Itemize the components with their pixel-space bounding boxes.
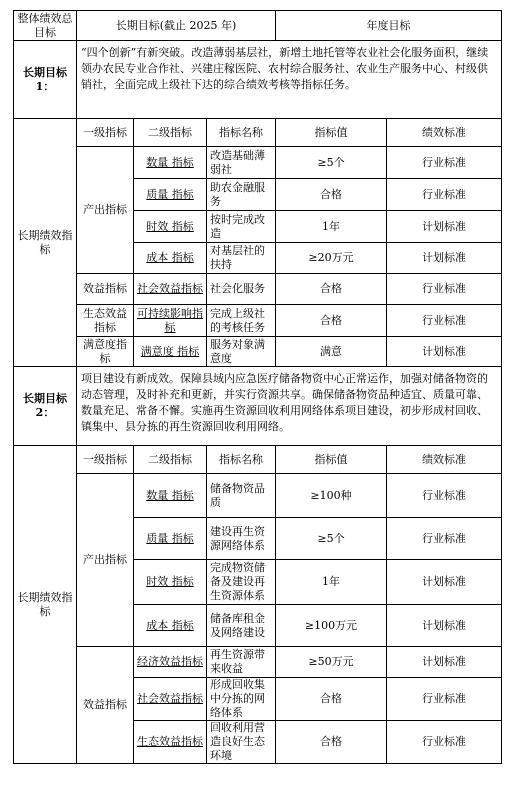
level2-indicator bbox=[134, 474, 207, 518]
level2-indicator-text: 时效 指标 bbox=[146, 575, 194, 588]
level2-indicator bbox=[134, 305, 207, 337]
performance-standard: 行业标准 bbox=[387, 721, 502, 764]
level2-header: 二级指标 bbox=[134, 119, 207, 147]
indicator-name: 服务对象满意度 bbox=[207, 337, 276, 367]
indicator-row bbox=[14, 305, 502, 337]
indicator-value: ≥5个 bbox=[276, 147, 387, 179]
indicator-value-header: 指标值 bbox=[276, 119, 387, 147]
level2-indicator-text: 满意度 指标 bbox=[140, 344, 200, 358]
indicator-row bbox=[14, 647, 502, 678]
goal1-description-row bbox=[14, 41, 502, 119]
indicator-name: 再生资源带来收益 bbox=[207, 647, 276, 678]
indicator-row bbox=[14, 337, 502, 367]
level2-indicator-text: 数量 指标 bbox=[146, 488, 194, 502]
indicator-name: 完成上级社的考核任务 bbox=[207, 305, 276, 337]
goal2-description: 项目建设有新成效。保障县域内应急医疗储备物资中心正常运作，加强对储备物资的动态管理，及时补充和更新，并实行资源共享。确保储备物资品种适宜、质量可靠、数量充足、常备不懈。实施再生资源回收利用网络体系项目建设，初步形成村回收、镇集中、县分拣的再生资源回收利用网络。 bbox=[77, 367, 502, 446]
goal1-label: 长期目标1： bbox=[14, 41, 77, 119]
level1-header: 一级指标 bbox=[77, 119, 134, 147]
performance-standard: 行业标准 bbox=[387, 518, 502, 560]
level2-indicator-text: 成本 指标 bbox=[146, 618, 194, 632]
performance-standard-header: 绩效标准 bbox=[387, 119, 502, 147]
level2-indicator-text: 社会效益指标 bbox=[137, 282, 203, 295]
indicator-row bbox=[14, 274, 502, 305]
indicator-name: 完成物资储备及建设再生资源体系 bbox=[207, 560, 276, 605]
goal2-indicator-header-row bbox=[14, 446, 502, 474]
level1-indicator: 效益指标 bbox=[77, 274, 134, 305]
indicator-name: 助农金融服务 bbox=[207, 179, 276, 211]
level2-indicator bbox=[134, 647, 207, 678]
performance-standard: 计划标准 bbox=[387, 337, 502, 367]
header-cell-annual: 年度目标 bbox=[276, 11, 502, 41]
level2-indicator-text: 社会效益指标 bbox=[137, 692, 203, 705]
performance-standard: 计划标准 bbox=[387, 605, 502, 647]
indicator-value: 合格 bbox=[276, 305, 387, 337]
level1-indicator: 效益指标 bbox=[77, 647, 134, 764]
indicator-value: ≥20万元 bbox=[276, 243, 387, 274]
table-body bbox=[14, 11, 502, 764]
performance-standard: 计划标准 bbox=[387, 211, 502, 243]
level2-indicator bbox=[134, 147, 207, 179]
level2-indicator-text: 质量 指标 bbox=[146, 187, 194, 201]
goal1-indicator-header-row bbox=[14, 119, 502, 147]
performance-standard: 计划标准 bbox=[387, 647, 502, 678]
performance-standard: 行业标准 bbox=[387, 147, 502, 179]
indicator-name: 储备物资品质 bbox=[207, 474, 276, 518]
indicator-value: ≥50万元 bbox=[276, 647, 387, 678]
indicator-value: ≥100种 bbox=[276, 474, 387, 518]
indicator-name: 回收利用营造良好生态环境 bbox=[207, 721, 276, 764]
indicator-name-header: 指标名称 bbox=[207, 119, 276, 147]
header-row bbox=[14, 11, 502, 41]
indicator-value: 合格 bbox=[276, 179, 387, 211]
level2-indicator-text: 可持续影响指标 bbox=[137, 306, 203, 334]
level2-indicator bbox=[134, 337, 207, 367]
performance-standard-header: 绩效标准 bbox=[387, 446, 502, 474]
indicator-row bbox=[14, 147, 502, 179]
goal2-description-row bbox=[14, 367, 502, 446]
header-cell-overall-goal: 整体绩效总目标 bbox=[14, 11, 77, 41]
indicator-value: 1年 bbox=[276, 560, 387, 605]
goal1-description: “四个创新”有新突破。改造薄弱基层社，新增土地托管等农业社会化服务面积，继续领办农民专业合作社、兴建庄稼医院、农村综合服务社、农业生产服务中心、村级供销社，全面完成上级社下达的综合绩效考核等指标任务。 bbox=[77, 41, 502, 119]
level2-indicator-text: 生态效益指标 bbox=[137, 735, 203, 748]
indicator-value: 合格 bbox=[276, 678, 387, 721]
indicator-name: 储备库租金及网络建设 bbox=[207, 605, 276, 647]
level1-header: 一级指标 bbox=[77, 446, 134, 474]
level2-indicator-text: 时效 指标 bbox=[146, 219, 194, 233]
indicator-row bbox=[14, 474, 502, 518]
goal1-section-label: 长期绩效指标 bbox=[14, 119, 77, 367]
indicator-name: 按时完成改造 bbox=[207, 211, 276, 243]
level1-indicator: 产出指标 bbox=[77, 474, 134, 647]
indicator-name: 对基层社的扶持 bbox=[207, 243, 276, 274]
header-cell-long-term: 长期目标(截止 2025 年) bbox=[77, 11, 276, 41]
level2-indicator-text: 质量 指标 bbox=[146, 531, 194, 545]
performance-standard: 行业标准 bbox=[387, 474, 502, 518]
level2-indicator bbox=[134, 721, 207, 764]
goal2-section-label: 长期绩效指标 bbox=[14, 446, 77, 764]
indicator-value: 合格 bbox=[276, 274, 387, 305]
performance-standard: 计划标准 bbox=[387, 243, 502, 274]
performance-standard: 计划标准 bbox=[387, 560, 502, 605]
indicator-name: 社会化服务 bbox=[207, 274, 276, 305]
indicator-value: 满意 bbox=[276, 337, 387, 367]
indicator-value: ≥100万元 bbox=[276, 605, 387, 647]
performance-standard: 行业标准 bbox=[387, 179, 502, 211]
level2-indicator-text: 数量 指标 bbox=[146, 155, 194, 169]
indicator-name: 形成回收集中分拣的网络体系 bbox=[207, 678, 276, 721]
indicator-value-header: 指标值 bbox=[276, 446, 387, 474]
performance-goal-table bbox=[13, 10, 502, 764]
level2-indicator bbox=[134, 560, 207, 605]
indicator-name: 建设再生资源网络体系 bbox=[207, 518, 276, 560]
level2-indicator bbox=[134, 243, 207, 274]
indicator-name: 改造基础薄弱社 bbox=[207, 147, 276, 179]
level2-indicator bbox=[134, 605, 207, 647]
performance-standard: 行业标准 bbox=[387, 678, 502, 721]
level2-indicator-text: 成本 指标 bbox=[146, 251, 194, 264]
level1-indicator: 生态效益指标 bbox=[77, 305, 134, 337]
level2-indicator bbox=[134, 678, 207, 721]
level1-indicator: 产出指标 bbox=[77, 147, 134, 274]
indicator-name-header: 指标名称 bbox=[207, 446, 276, 474]
level2-indicator bbox=[134, 179, 207, 211]
level1-indicator: 满意度指标 bbox=[77, 337, 134, 367]
indicator-value: 合格 bbox=[276, 721, 387, 764]
level2-indicator-text: 经济效益指标 bbox=[137, 655, 203, 668]
performance-standard: 行业标准 bbox=[387, 305, 502, 337]
level2-indicator bbox=[134, 518, 207, 560]
indicator-value: 1年 bbox=[276, 211, 387, 243]
performance-standard: 行业标准 bbox=[387, 274, 502, 305]
level2-indicator bbox=[134, 274, 207, 305]
goal2-label: 长期目标2： bbox=[14, 367, 77, 446]
level2-indicator bbox=[134, 211, 207, 243]
indicator-value: ≥5个 bbox=[276, 518, 387, 560]
level2-header: 二级指标 bbox=[134, 446, 207, 474]
